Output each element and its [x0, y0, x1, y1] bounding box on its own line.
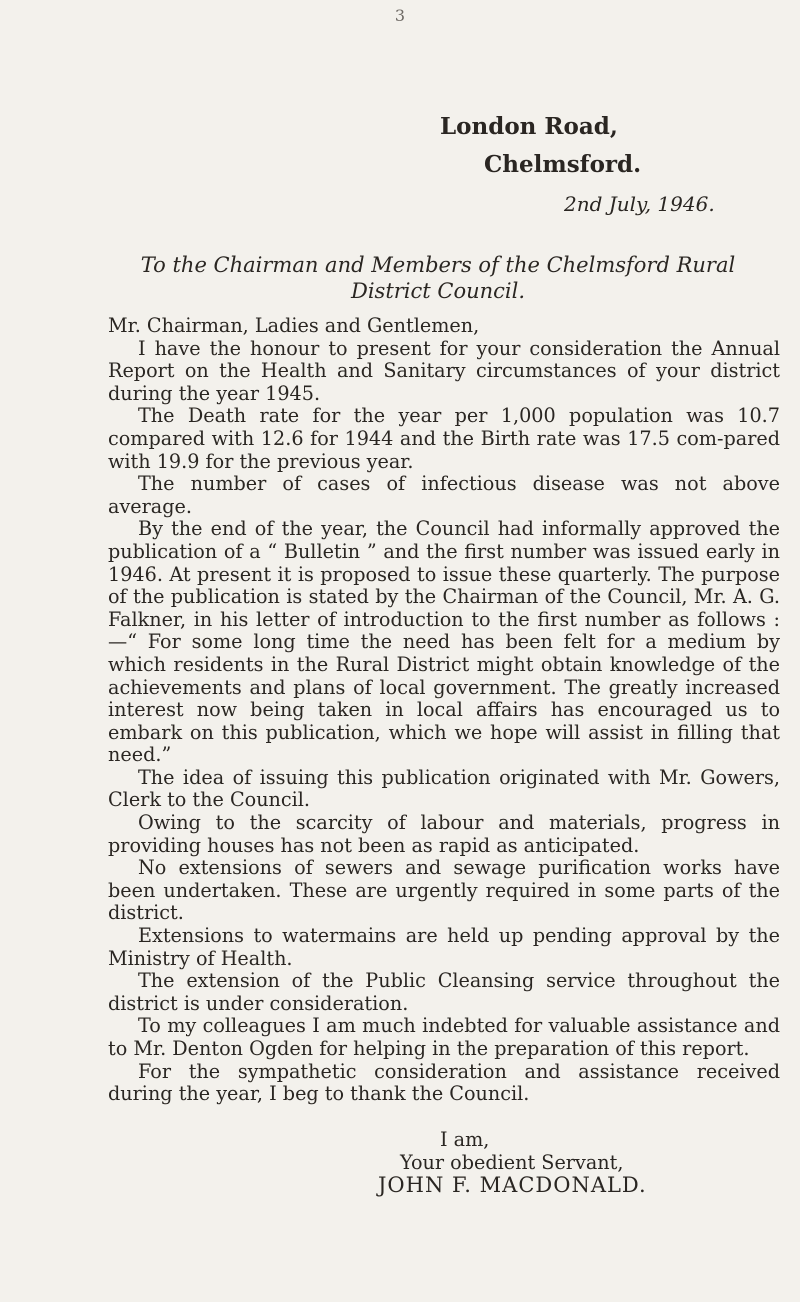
- letter-body: [108, 315, 780, 1106]
- closing-block: [108, 1129, 780, 1197]
- closing-line: I am,: [440, 1128, 490, 1151]
- address-street: London Road,: [440, 113, 618, 140]
- paragraph: For the sympathetic consideration and assistance received during the year, I beg to thank the Council.: [108, 1059, 780, 1106]
- greeting: Mr. Chairman, Ladies and Gentlemen,: [108, 314, 480, 337]
- paragraph: The idea of issuing this publication originated with Mr. Gowers, Clerk to the Council.: [108, 765, 780, 812]
- paragraph: The number of cases of infectious disease was not above average.: [108, 472, 780, 518]
- closing-line: Your obedient Servant,: [400, 1150, 624, 1174]
- signature: JOHN F. MACDONALD.: [378, 1173, 647, 1198]
- paragraph: I have the honour to present for your consideration the Annual Report on the Health and Sanitary circumstances of your district during the year 1945.: [108, 336, 780, 405]
- sender-address: [440, 108, 780, 224]
- paragraph: The Death rate for the year per 1,000 population was 10.7 compared with 12.6 for 1944 and the Birth rate was 17.5 com-pared with 19.9 for the previous year.: [108, 404, 780, 473]
- letter-date: 2nd July, 1946.: [564, 192, 715, 216]
- address-town: Chelmsford.: [484, 151, 642, 178]
- paragraph: Extensions to watermains are held up pending approval by the Ministry of Health.: [108, 924, 780, 970]
- paragraph: No extensions of sewers and sewage purification works have been undertaken. These are urgently required in some parts of the district.: [108, 856, 780, 925]
- paragraph: Owing to the scarcity of labour and materials, progress in providing houses has not been as rapid as anticipated.: [108, 811, 780, 857]
- page-number: 3: [394, 6, 406, 25]
- addressee: To the Chairman and Members of the Chelmsford Rural District Council.: [140, 253, 736, 303]
- paragraph: To my colleagues I am much indebted for valuable assistance and to Mr. Denton Ogden for helping in the preparation of this report.: [108, 1014, 780, 1060]
- paragraph: By the end of the year, the Council had informally approved the publication of a “ Bulletin ” and the first number was issued early in 1946. At present it is proposed to issue these quarterly. The purpose of the publication is stated by the Chairman of the Council, Mr. A. G. Falkner, in his letter of introduction to the first number as follows :—“ For some long time the need has been felt for a medium by which residents in the Rural District might obtain knowledge of the achievements and plans of local government. The greatly increased interest now being taken in local affairs has encouraged us to embark on this publication, which we hope will assist in filling that need.”: [108, 517, 780, 767]
- paragraph: The extension of the Public Cleansing service throughout the district is under consideration.: [108, 969, 780, 1015]
